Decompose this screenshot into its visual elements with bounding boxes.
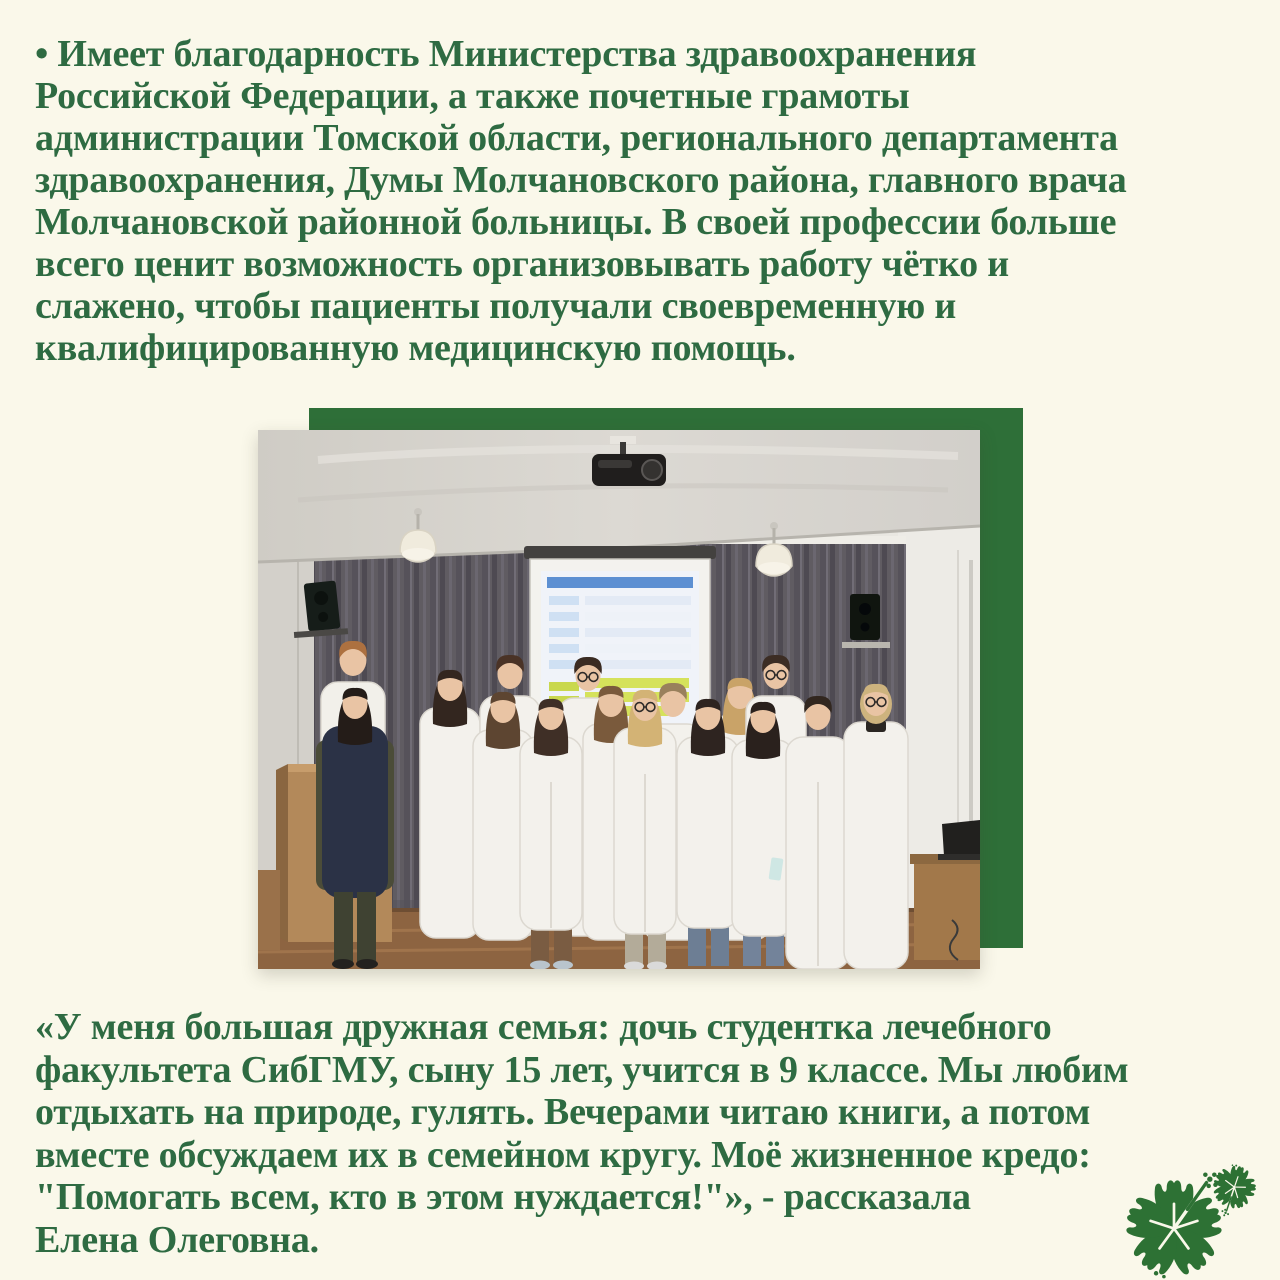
- person: [677, 699, 739, 966]
- text-line: квалифицированную медицинскую помощь.: [35, 327, 796, 369]
- text-line: администрации Томской области, регионального департамента: [35, 117, 1118, 159]
- person: [844, 684, 908, 969]
- person: [614, 690, 676, 969]
- text-line: "Помогать всем, кто в этом нуждается!"», - рассказала: [35, 1176, 971, 1218]
- speaker-left: [304, 580, 341, 631]
- text-line: Елена Олеговна.: [35, 1218, 319, 1261]
- text-line: «У меня большая дружная семья: дочь студентка лечебного: [35, 1006, 1052, 1048]
- text-line: отдыхать на природе, гулять. Вечерами читаю книги, а потом: [35, 1091, 1091, 1133]
- text-line: • Имеет благодарность Министерства здравоохранения: [35, 33, 977, 75]
- text-line: факультета СибГМУ, сыну 15 лет, учится в 9 классе. Мы любим: [35, 1048, 1129, 1091]
- text-line: слажено, чтобы пациенты получали своевременную и: [35, 285, 957, 327]
- lecture-hall-scene: [258, 430, 980, 969]
- text-line: здравоохранения, Думы Молчановского района, главного врача: [35, 159, 1127, 201]
- text-line: Российской Федерации, а также почетные грамоты: [35, 75, 910, 117]
- photo-composition: [258, 408, 1024, 970]
- text-line: Молчановской районной больницы. В своей профессии больше: [35, 201, 1117, 243]
- person: [732, 702, 794, 966]
- top-paragraph: [35, 33, 1127, 369]
- text-line: вместе обсуждаем их в семейном кругу. Моё жизненное кредо:: [35, 1133, 1091, 1176]
- text-line: всего ценит возможность организовывать работу чётко и: [35, 243, 1009, 285]
- group-photo: [258, 430, 980, 969]
- bottom-paragraph: [35, 1006, 1128, 1261]
- person: [520, 699, 582, 969]
- person: [420, 670, 480, 938]
